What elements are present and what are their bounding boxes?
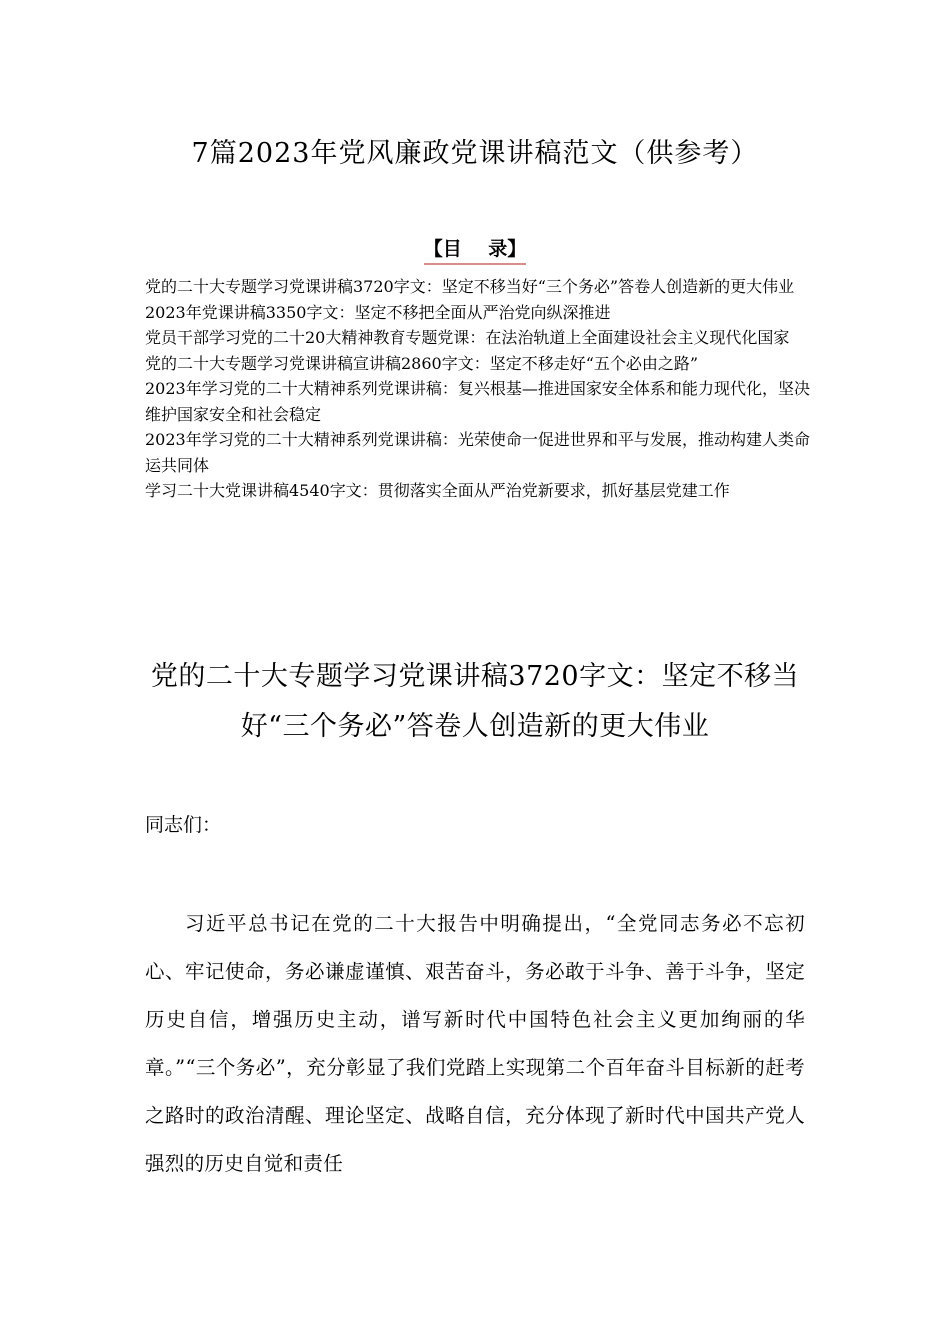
toc-heading: [0, 236, 950, 265]
table-of-contents: [145, 274, 810, 504]
toc-item[interactable]: 2023年学习党的二十大精神系列党课讲稿：复兴根基—推进国家安全体系和能力现代化，坚决维护国家安全和社会稳定: [145, 379, 810, 424]
section-title: 党的二十大专题学习党课讲稿3720字文：坚定不移当好“三个务必”答卷人创造新的更大伟业: [150, 661, 800, 742]
toc-heading-label: 【目 录】: [424, 236, 526, 265]
salutation: 同志们：: [145, 814, 222, 836]
toc-item[interactable]: 学习二十大党课讲稿4540字文：贯彻落实全面从严治党新要求，抓好基层党建工作: [145, 481, 730, 500]
toc-item[interactable]: 党员干部学习党的二十20大精神教育专题党课：在法治轨道上全面建设社会主义现代化国家: [145, 328, 790, 347]
toc-item[interactable]: 2023年党课讲稿3350字文：坚定不移把全面从严治党向纵深推进: [145, 302, 611, 322]
toc-item[interactable]: 党的二十大专题学习党课讲稿3720字文：坚定不移当好“三个务必”答卷人创造新的更大伟业: [145, 277, 795, 296]
body-paragraph: 习近平总书记在党的二十大报告中明确提出，“全党同志务必不忘初心、牢记使命，务必谦虚谨慎、艰苦奋斗，务必敢于斗争、善于斗争，坚定历史自信，增强历史主动，谱写新时代中国特色社会主义更加绚丽的华章。”“三个务必”，充分彰显了我们党踏上实现第二个百年奋斗目标新的赶考之路时的政治清醒、理论坚定、战略自信，充分体现了新时代中国共产党人强烈的历史自觉和责任: [145, 912, 805, 1175]
document-title: 7篇2023年党风廉政党课讲稿范文（供参考）: [191, 138, 759, 169]
toc-item[interactable]: 党的二十大专题学习党课讲稿宣讲稿2860字文：坚定不移走好“五个必由之路”: [145, 353, 699, 373]
toc-item[interactable]: 2023年学习党的二十大精神系列党课讲稿：光荣使命一促进世界和平与发展，推动构建人类命运共同体: [145, 430, 810, 475]
